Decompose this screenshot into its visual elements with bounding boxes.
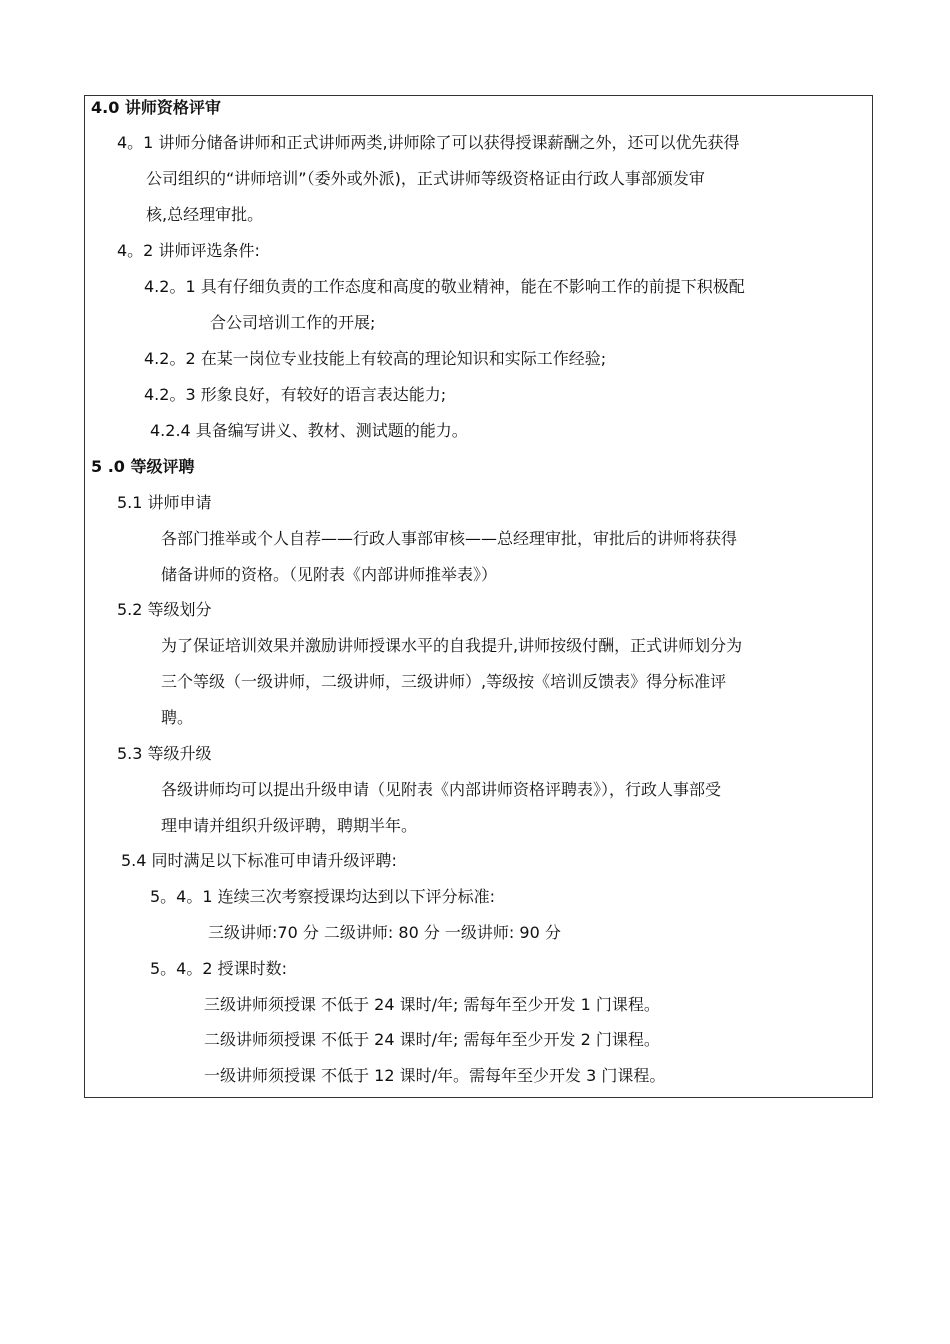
paragraph-4-1-line-1: [117, 133, 740, 153]
section-5-heading: 5 .0 等级评聘: [91, 457, 195, 476]
hours-row-level-1: 一级讲师须授课 不低于 12 课时/年。需每年至少开发 3 门课程。: [204, 1066, 666, 1085]
item-4-2-1-line-2: 合公司培训工作的开展;: [210, 313, 376, 332]
subsection-5-2-line-2: 三个等级（一级讲师，二级讲师，三级讲师）,等级按《培训反馈表》得分标准评: [161, 672, 727, 691]
subsection-5-2-line-3: 聘。: [161, 708, 194, 727]
item-4-2-2: 4.2。2 在某一岗位专业技能上有较高的理论知识和实际工作经验;: [144, 349, 607, 368]
subsection-5-4-title: 5.4 同时满足以下标准可申请升级评聘:: [121, 851, 397, 870]
subsection-5-1-title: 5.1 讲师申请: [117, 493, 212, 512]
item-5-4-2-title: 5。4。2 授课时数:: [150, 959, 288, 978]
hours-row-level-2: 二级讲师须授课 不低于 24 课时/年; 需每年至少开发 2 门课程。: [204, 1030, 660, 1049]
item-4-2-4: 4.2.4 具备编写讲义、教材、测试题的能力。: [150, 421, 468, 440]
subsection-5-2-line-1: 为了保证培训效果并激励讲师授课水平的自我提升,讲师按级付酬，正式讲师划分为: [161, 636, 743, 655]
section-4-heading: 4.0 讲师资格评审: [91, 98, 221, 117]
hours-row-level-3: 三级讲师须授课 不低于 24 课时/年; 需每年至少开发 1 门课程。: [204, 995, 660, 1014]
subsection-5-1-line-1: 各部门推举或个人自荐——行政人事部审核——总经理审批，审批后的讲师将获得: [161, 529, 738, 548]
paragraph-4-1-line-3: 核,总经理审批。: [146, 205, 264, 224]
item-5-4-1-scores: 三级讲师:70 分 二级讲师: 80 分 一级讲师: 90 分: [208, 923, 561, 942]
subsection-5-3-line-2: 理申请并组织升级评聘，聘期半年。: [161, 816, 418, 835]
subsection-5-2-title: 5.2 等级划分: [117, 600, 212, 619]
paragraph-4-1-label: 4。1: [117, 133, 154, 152]
paragraph-4-2-title: 4。2 讲师评选条件:: [117, 241, 260, 260]
subsection-5-3-line-1: 各级讲师均可以提出升级申请（见附表《内部讲师资格评聘表》），行政人事部受: [161, 780, 722, 799]
item-4-2-3: 4.2。3 形象良好，有较好的语言表达能力;: [144, 385, 447, 404]
item-5-4-1-title: 5。4。1 连续三次考察授课均达到以下评分标准:: [150, 887, 496, 906]
item-4-2-1-line-1: 4.2。1 具有仔细负责的工作态度和高度的敬业精神，能在不影响工作的前提下积极配: [144, 277, 745, 296]
paragraph-4-1-line-2: 公司组织的“讲师培训”（委外或外派)，正式讲师等级资格证由行政人事部颁发审: [146, 169, 705, 188]
paragraph-4-1-text: 讲师分储备讲师和正式讲师两类,讲师除了可以获得授课薪酬之外，还可以优先获得: [158, 133, 740, 152]
subsection-5-3-title: 5.3 等级升级: [117, 744, 212, 763]
subsection-5-1-line-2: 储备讲师的资格。（见附表《内部讲师推举表》）: [161, 565, 498, 584]
